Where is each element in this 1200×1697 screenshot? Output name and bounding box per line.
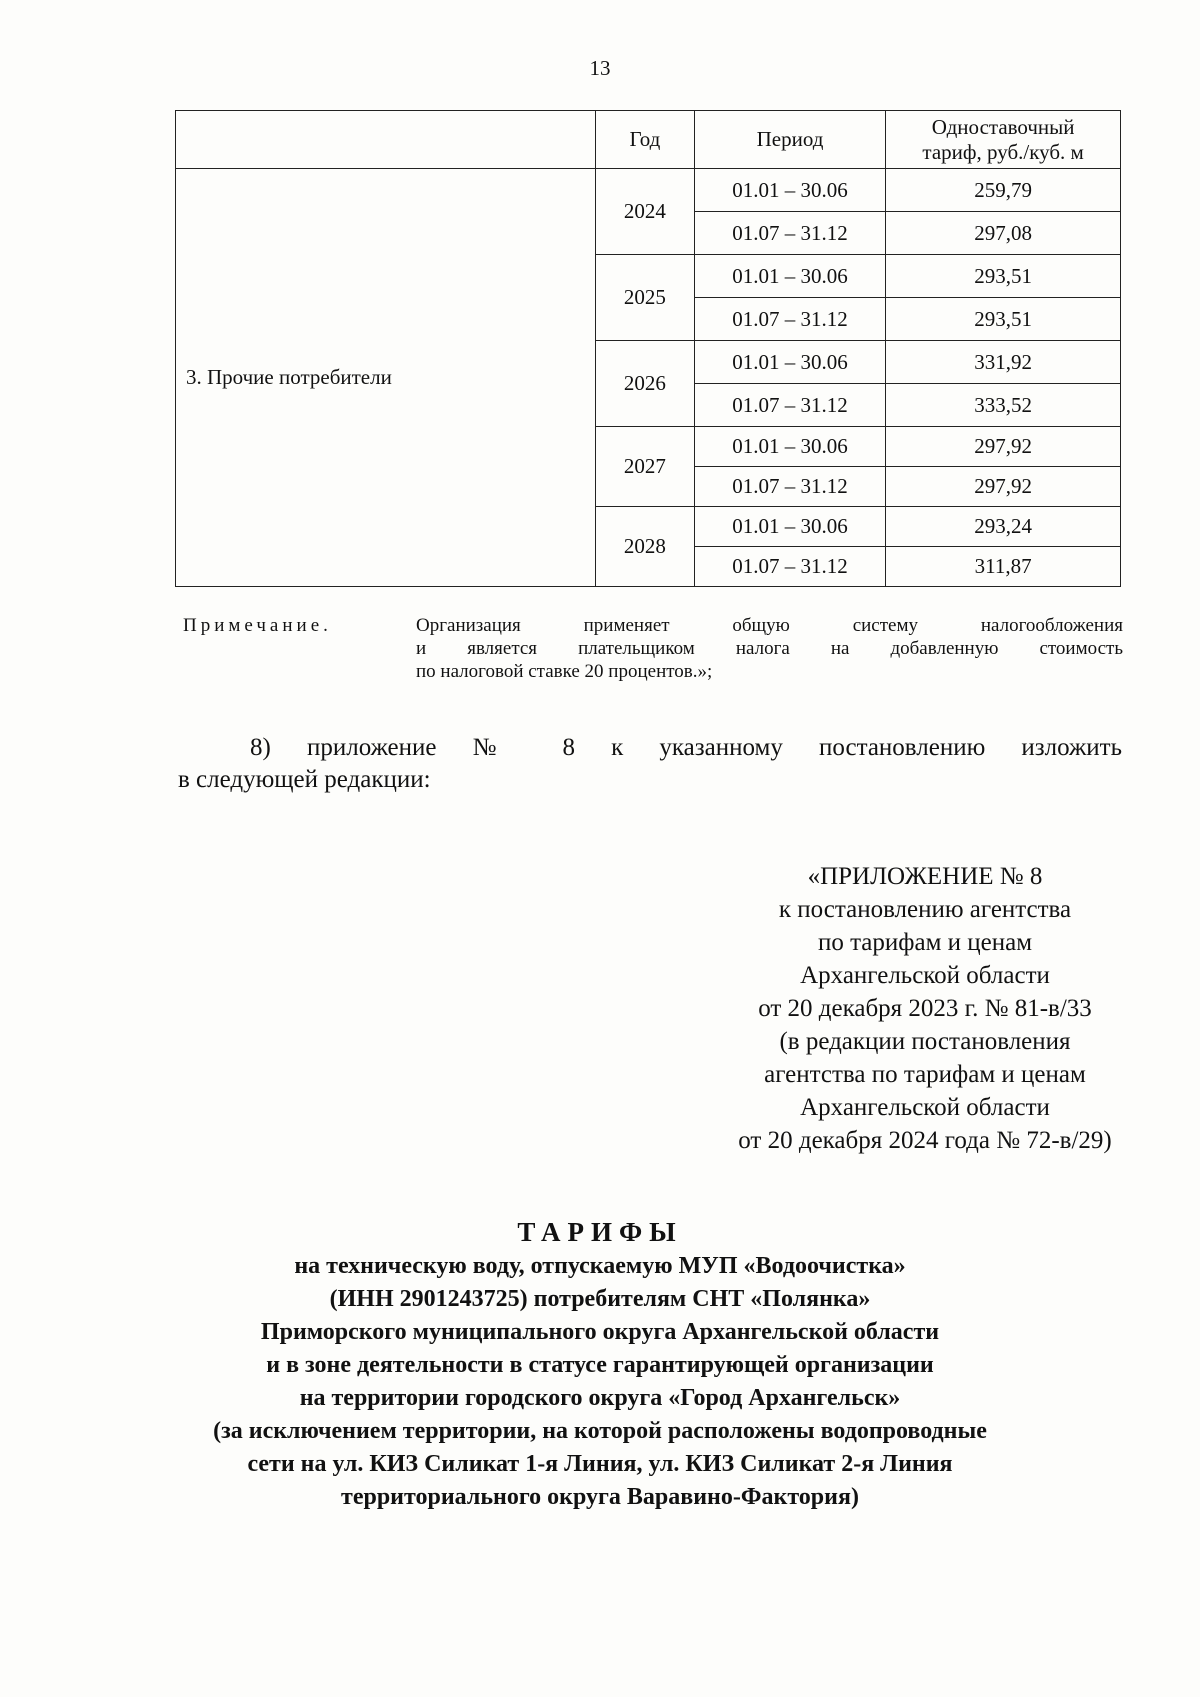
tariff-title-line: территориального округа Варавино-Фактория) [341, 1484, 859, 1510]
table-note [183, 615, 1123, 683]
period-cell: 01.07 – 31.12 [694, 298, 885, 341]
tariff-value-cell: 259,79 [886, 169, 1121, 212]
period-cell: 01.07 – 31.12 [694, 212, 885, 255]
paragraph-item-8 [178, 732, 1122, 796]
tariff-value-cell: 333,52 [886, 384, 1121, 427]
appendix-line: от 20 декабря 2024 года № 72-в/29) [738, 1127, 1112, 1154]
header-period: Период [694, 111, 885, 169]
tariff-value-cell: 297,92 [886, 427, 1121, 467]
tariff-value-cell: 293,51 [886, 298, 1121, 341]
note-line: Организация применяет общую систему налогообложения [416, 615, 1123, 636]
header-tariff-line2: тариф, руб./куб. м [922, 139, 1084, 164]
tariff-title-line: Приморского муниципального округа Архангельской области [260, 1319, 940, 1345]
item8-line1: 8) приложение № 8 к указанному постановлению изложить [250, 734, 1122, 761]
tariff-heading: ТАРИФЫ [517, 1217, 683, 1247]
page-number: 13 [589, 56, 611, 80]
year-cell: 2026 [596, 341, 695, 427]
tariff-title-line: на территории городского округа «Город Архангельск» [299, 1385, 901, 1411]
appendix-line: от 20 декабря 2023 г. № 81-в/33 [758, 995, 1092, 1022]
tariff-value-cell: 297,08 [886, 212, 1121, 255]
period-cell: 01.07 – 31.12 [694, 547, 885, 587]
tariff-title-line: (ИНН 2901243725) потребителям СНТ «Полянка» [329, 1286, 871, 1312]
appendix-line: по тарифам и ценам [817, 929, 1033, 956]
appendix-line: агентства по тарифам и ценам [764, 1061, 1086, 1088]
appendix-line: Архангельской области [800, 1094, 1050, 1121]
note-body [416, 615, 1123, 683]
tariff-value-cell: 293,51 [886, 255, 1121, 298]
tariff-value-cell: 311,87 [886, 547, 1121, 587]
consumer-cell: 3. Прочие потребители [176, 169, 596, 587]
tariff-value-cell: 297,92 [886, 467, 1121, 507]
year-cell: 2025 [596, 255, 695, 341]
period-cell: 01.07 – 31.12 [694, 384, 885, 427]
year-cell: 2027 [596, 427, 695, 507]
period-cell: 01.01 – 30.06 [694, 341, 885, 384]
tariff-value-cell: 293,24 [886, 507, 1121, 547]
period-cell: 01.01 – 30.06 [694, 169, 885, 212]
table-header-row [176, 111, 1121, 169]
note-line: по налоговой ставке 20 процентов.»; [416, 660, 713, 682]
item8-line2: в следующей редакции: [178, 766, 431, 793]
period-cell: 01.01 – 30.06 [694, 427, 885, 467]
tariff-title-block [0, 1217, 1200, 1514]
header-tariff-line1: Одноставочный [931, 115, 1075, 140]
tariff-title-line: сети на ул. КИЗ Силикат 1-я Линия, ул. КИЗ Силикат 2-я Линия [247, 1451, 953, 1477]
appendix-line: к постановлению агентства [778, 896, 1072, 923]
tariff-value-cell: 331,92 [886, 341, 1121, 384]
note-line: и является плательщиком налога на добавленную стоимость [416, 637, 1123, 659]
year-cell: 2024 [596, 169, 695, 255]
appendix-line: Архангельской области [800, 962, 1050, 989]
header-tariff [886, 111, 1121, 169]
appendix-line: «ПРИЛОЖЕНИЕ № 8 [807, 863, 1043, 890]
period-cell: 01.01 – 30.06 [694, 507, 885, 547]
appendix-line: (в редакции постановления [779, 1028, 1071, 1055]
table-row [176, 169, 1121, 212]
tariff-title-line: на техническую воду, отпускаемую МУП «Водоочистка» [294, 1253, 906, 1279]
tariff-title-line: (за исключением территории, на которой расположены водопроводные [213, 1418, 987, 1444]
header-year: Год [596, 111, 695, 169]
tariff-table [175, 110, 1121, 587]
note-label: Примечание. [183, 615, 332, 636]
header-consumer [176, 111, 596, 169]
period-cell: 01.01 – 30.06 [694, 255, 885, 298]
period-cell: 01.07 – 31.12 [694, 467, 885, 507]
tariff-title-line: и в зоне деятельности в статусе гарантирующей организации [266, 1352, 934, 1378]
year-cell: 2028 [596, 507, 695, 587]
appendix-block [690, 860, 1160, 1157]
